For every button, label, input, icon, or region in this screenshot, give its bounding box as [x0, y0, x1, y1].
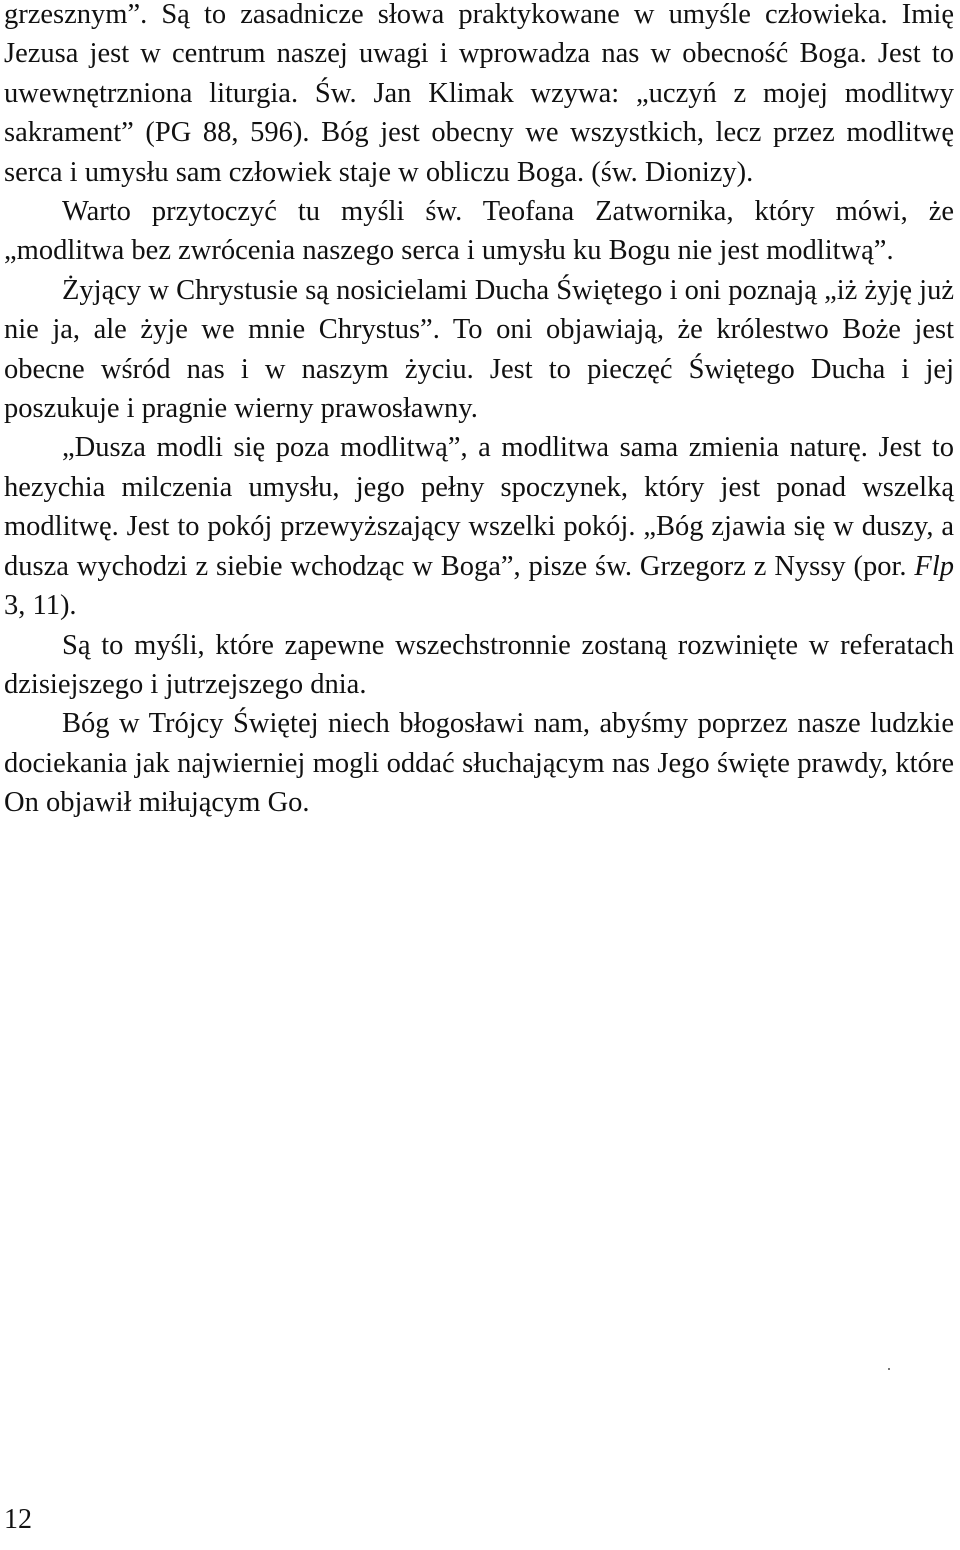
- stray-mark: [888, 1368, 890, 1370]
- paragraph-2: Warto przytoczyć tu myśli św. Teofana Zatwornika, który mówi, że „modlitwa bez zwrócenia naszego serca i umysłu ku Bogu nie jest modlitwą”.: [4, 196, 954, 267]
- paragraph-3: Żyjący w Chrystusie są nosicielami Ducha Świętego i oni poznają „iż żyję już nie ja, ale żyje we mnie Chrystus”. To oni objawiają, że królestwo Boże jest obecne wśród nas i w naszym życiu. Jest to pieczęć Świętego Ducha i jej poszukuje i pragnie wierny prawosławny.: [4, 274, 954, 425]
- paragraph-1: grzesznym”. Są to zasadnicze słowa praktykowane w umyśle człowieka. Imię Jezusa jest w centrum naszej uwagi i wprowadza nas w obecność Boga. Jest to uwewnętrzniona liturgia. Św. Jan Klimak wzywa: „uczyń z mojej modlitwy sakrament” (PG 88, 596). Bóg jest obecny we wszystkich, lecz przez modlitwę serca i umysłu sam człowiek staje w obliczu Boga. (św. Dionizy).: [4, 0, 954, 188]
- paragraph-5: Są to myśli, które zapewne wszechstronnie zostaną rozwinięte w referatach dzisiejszego i jutrzejszego dnia.: [4, 629, 954, 700]
- paragraph-6: Bóg w Trójcy Świętej niech błogosławi nam, abyśmy poprzez nasze ludzkie dociekania jak najwierniej mogli oddać słuchającym nas Jego święte prawdy, które On objawił miłującym Go.: [4, 708, 954, 819]
- paragraph-4-citation-italic: Flp: [914, 550, 954, 582]
- paragraph-4-text: „Dusza modli się poza modlitwą”, a modlitwa sama zmienia naturę. Jest to hezychia milczenia umysłu, jego pełny spoczynek, który jest ponad wszelką modlitwę. Jest to pokój przewyższający wszelki pokój. „Bóg zjawia się w duszy, a dusza wychodzi z siebie wchodząc w Boga”, pisze św. Grzegorz z Nyssy (por.: [4, 432, 954, 582]
- body-text: [4, 0, 954, 823]
- paragraph-4-citation-rest: 3, 11).: [4, 590, 77, 622]
- page-number: 12: [4, 1504, 32, 1535]
- paragraph-4: [4, 428, 954, 625]
